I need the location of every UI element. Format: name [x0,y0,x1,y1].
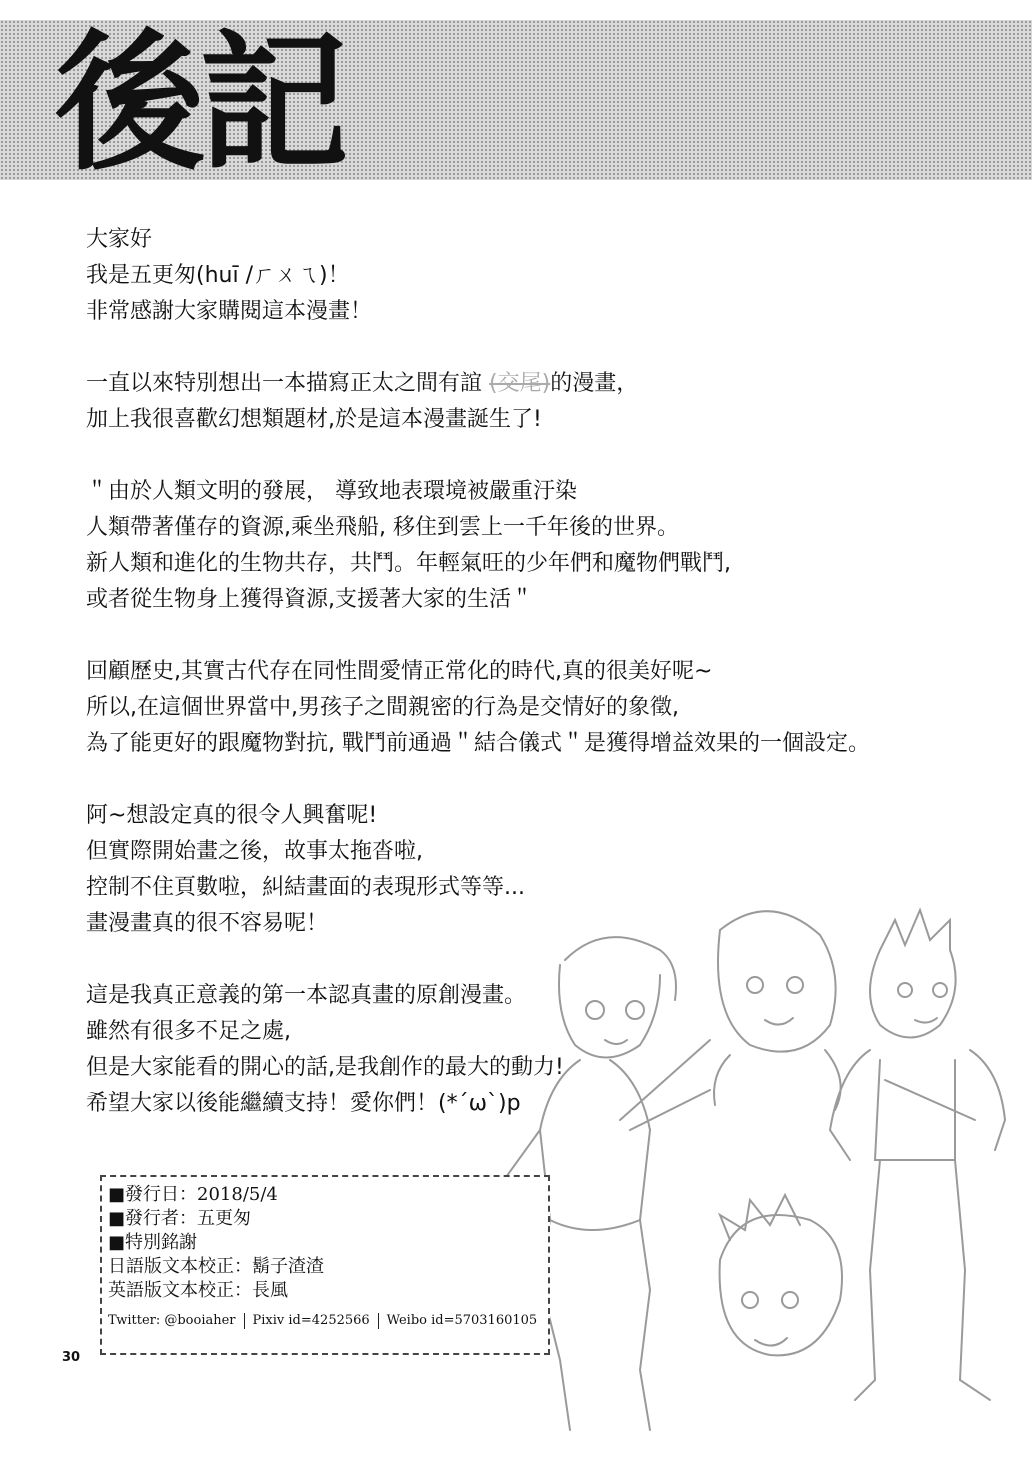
paragraph-process [86,798,986,942]
paragraph-history [86,654,986,762]
text-line: 雖然有很多不足之處, [86,1019,291,1044]
text-line: 這是我真正意義的第一本認真畫的原創漫畫。 [86,983,527,1008]
paragraph-closing [86,978,986,1122]
divider [378,1313,379,1329]
text-line: 但實際開始畫之後，故事太拖沓啦, [86,839,423,864]
text-line: 或者從生物身上獲得資源,支援著大家的生活＂ [86,587,533,612]
text-line: 非常感謝大家購閱這本漫畫！ [86,299,373,324]
twitter-handle: Twitter: @booiaher [108,1313,236,1328]
text-line [86,366,986,402]
page-title: 後記 [55,15,344,191]
text-line: 大家好 [86,227,153,252]
publish-date: ■發行日：2018/5/4 [108,1184,278,1205]
special-thanks-heading: ■特別銘謝 [108,1232,198,1253]
struck-text: (交尾) [489,371,551,396]
text-line: 畫漫畫真的很不容易呢！ [86,911,329,936]
text-line: 為了能更好的跟魔物對抗, 戰鬥前通過＂結合儀式＂是獲得增益效果的一個設定。 [86,731,870,756]
text-line: 控制不住頁數啦，糾結畫面的表現形式等等... [86,875,525,900]
afterword-body [86,222,986,1158]
pixiv-id: Pixiv id=4252566 [252,1313,370,1328]
text-line: 所以,在這個世界當中,男孩子之間親密的行為是交情好的象徵, [86,695,679,720]
publisher: ■發行者：五更匆 [108,1208,252,1229]
text-line: 希望大家以後能繼續支持！愛你們！(*´ω`)p [86,1091,521,1116]
page-number: 30 [62,1350,81,1365]
text-line: 但是大家能看的開心的話,是我創作的最大的動力! [86,1055,564,1080]
text-line: 回顧歷史,其實古代存在同性間愛情正常化的時代,真的很美好呢~ [86,659,713,684]
paragraph-setting [86,474,986,618]
text-line: 我是五更匆(huī /ㄏㄨㄟ)！ [86,263,350,288]
jp-proofreader: 日語版文本校正：鬍子渣渣 [108,1256,324,1277]
divider [244,1313,245,1329]
text-line: 新人類和進化的生物共存，共鬥。年輕氣旺的少年們和魔物們戰鬥, [86,551,731,576]
paragraph-greeting [86,222,986,330]
text-segment: 一直以來特別想出一本描寫正太之間有誼 [86,371,483,396]
text-line: 人類帶著僅存的資源,乘坐飛船, 移住到雲上一千年後的世界。 [86,515,679,540]
colophon-box [100,1175,550,1355]
text-line: ＂由於人類文明的發展， 導致地表環境被嚴重汙染 [86,479,577,504]
text-line: 加上我很喜歡幻想類題材,於是這本漫畫誕生了! [86,407,542,432]
en-proofreader: 英語版文本校正：長風 [108,1280,288,1301]
weibo-id: Weibo id=5703160105 [386,1313,538,1328]
social-links [108,1309,542,1333]
paragraph-motivation [86,366,986,438]
text-line: 阿~想設定真的很令人興奮呢! [86,803,378,828]
text-segment: 的漫畫， [550,371,639,396]
